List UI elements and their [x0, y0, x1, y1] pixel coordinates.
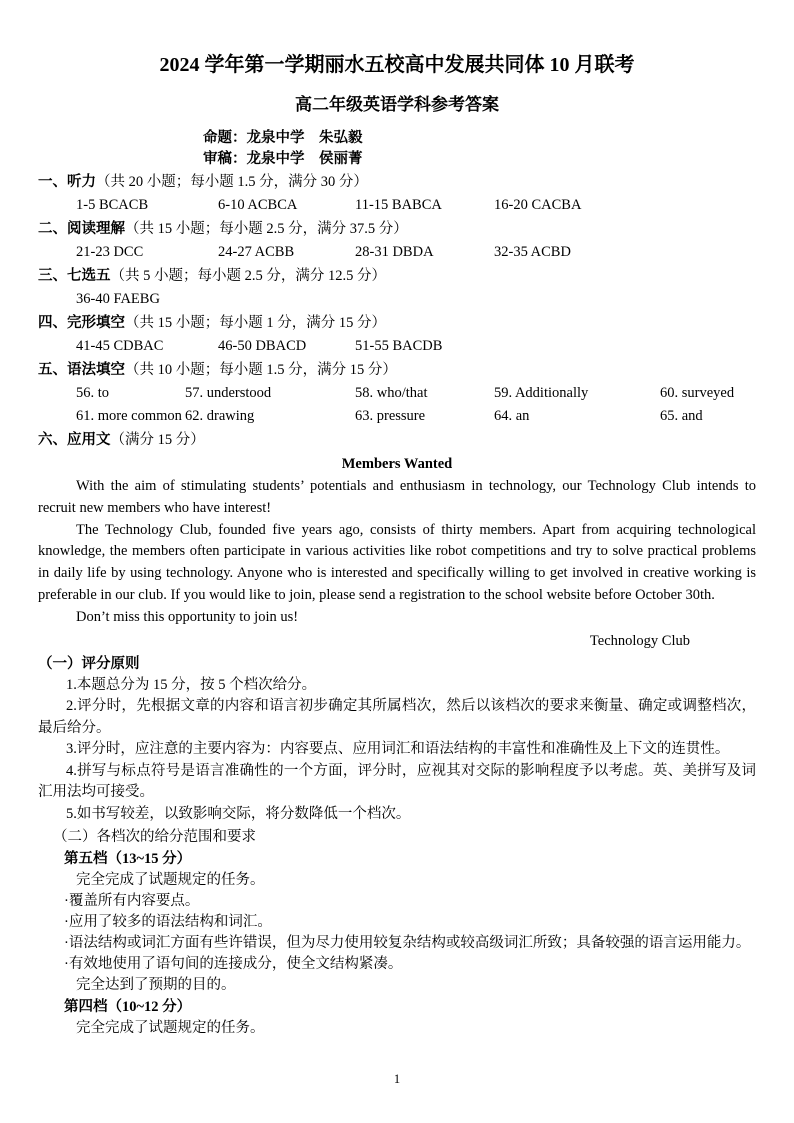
- band-title: 第四档（10~12 分）: [64, 999, 192, 1016]
- essay-paragraph: With the aim of stimulating students’ potentials and enthusiasm in technology, our Technology Club intends to recruit new members who have interest!: [38, 478, 756, 516]
- answer-cell: 32-35 ACBD: [494, 244, 571, 260]
- reviewer-line: 审稿：龙泉中学 侯丽菁: [203, 151, 363, 167]
- section-meta: （共 5 小题；每小题 2.5 分，满分 12.5 分）: [110, 268, 386, 284]
- band-line: ·应用了较多的语法结构和词汇。: [64, 914, 272, 931]
- answer-cell: 51-55 BACDB: [355, 338, 443, 354]
- section-meta: （共 10 小题；每小题 1.5 分，满分 15 分）: [125, 362, 397, 378]
- scoring-heading-1: （一）评分原则: [38, 655, 140, 672]
- answer-cell: 59. Additionally: [494, 385, 589, 401]
- section-listening: [38, 171, 756, 217]
- answer-row: [38, 382, 756, 405]
- answer-row: [38, 335, 756, 358]
- band-line: 完全完成了试题规定的任务。: [76, 1020, 265, 1037]
- doc-subtitle: 高二年级英语学科参考答案: [295, 95, 499, 114]
- band-line: 完全达到了预期的目的。: [76, 977, 236, 994]
- section-heading: [38, 312, 756, 335]
- section-meta: （共 20 小题；每小题 1.5 分，满分 30 分）: [96, 174, 368, 190]
- answer-row: [38, 405, 756, 428]
- answer-cell: 6-10 ACBCA: [218, 197, 298, 213]
- answer-cell: 11-15 BABCA: [355, 197, 442, 213]
- section-heading: [38, 359, 756, 382]
- scoring-principle: 1.本题总分为 15 分，按 5 个档次给分。: [66, 676, 317, 693]
- section-grammar: [38, 359, 756, 428]
- section-meta: （共 15 小题；每小题 1 分，满分 15 分）: [125, 315, 386, 331]
- answer-row: [38, 194, 756, 217]
- section-heading: [38, 429, 756, 452]
- answer-cell: 1-5 BCACB: [76, 197, 149, 213]
- scoring-principle: 2.评分时，先根据文章的内容和语言初步确定其所属档次，然后以该档次的要求来衡量、确定或调整档次，最后给分。: [38, 698, 756, 736]
- scoring-principle: 4.拼写与标点符号是语言准确性的一个方面，评分时，应视其对交际的影响程度予以考虑。英、美拼写及词汇用法均可接受。: [38, 762, 756, 801]
- section-title: 三、七选五: [38, 268, 111, 284]
- section-reading: [38, 218, 756, 264]
- band-title: 第五档（13~15 分）: [64, 851, 192, 868]
- answer-cell: 46-50 DBACD: [218, 338, 307, 354]
- essay-title: Members Wanted: [341, 456, 453, 472]
- section-heading: [38, 218, 756, 241]
- section-heading: [38, 265, 756, 288]
- section-heading: [38, 171, 756, 194]
- answer-cell: 16-20 CACBA: [494, 197, 582, 213]
- answer-cell: 57. understood: [185, 385, 272, 401]
- score-band-4: [38, 996, 756, 1039]
- essay-paragraph: Don’t miss this opportunity to join us!: [76, 608, 299, 625]
- section-title: 五、语法填空: [38, 362, 125, 378]
- section-title: 一、听力: [38, 174, 96, 190]
- section-title: 二、阅读理解: [38, 221, 125, 237]
- answer-cell: 58. who/that: [355, 385, 428, 401]
- essay-paragraph: The Technology Club, founded five years ago, consists of thirty members. Apart from acquiring technological knowledge, the members often participate in various activities like robot competitions and try to solve practical problems in daily life by using technology. Anyone who is interested and specifically willing to get involved in creative working is preferable in our club. If you would like to join, please send a registration to the school website before October 30th.: [38, 521, 756, 603]
- section-cloze: [38, 312, 756, 358]
- section-title: 六、应用文: [38, 432, 111, 448]
- answer-row: [38, 241, 756, 264]
- section-title: 四、完形填空: [38, 315, 125, 331]
- section-writing: [38, 429, 756, 452]
- answer-cell: 56. to: [76, 385, 110, 401]
- section-meta: （满分 15 分）: [110, 432, 205, 448]
- answer-cell: 41-45 CDBAC: [76, 338, 164, 354]
- band-line: ·有效地使用了语句间的连接成分，使全文结构紧凑。: [64, 956, 403, 973]
- answer-cell: 21-23 DCC: [76, 244, 144, 260]
- section-meta: （共 15 小题；每小题 2.5 分，满分 37.5 分）: [125, 221, 408, 237]
- band-line: ·语法结构或词汇方面有些许错误，但为尽力使用较复杂结构或较高级词汇所致；具备较强的语言运用能力。: [64, 935, 751, 952]
- proposer-line: 命题：龙泉中学 朱弘毅: [203, 130, 363, 146]
- answer-cell: 65. and: [660, 408, 703, 424]
- essay-signature: Technology Club: [589, 632, 690, 649]
- meta-block: [38, 128, 756, 170]
- answer-cell: 36-40 FAEBG: [76, 291, 160, 307]
- answer-cell: 64. an: [494, 408, 530, 424]
- answer-cell: 28-31 DBDA: [355, 244, 434, 260]
- answer-cell: 61. more common: [76, 408, 182, 424]
- answer-cell: 63. pressure: [355, 408, 426, 424]
- score-band-5: [38, 848, 756, 996]
- band-line: ·覆盖所有内容要点。: [64, 893, 200, 910]
- answer-row: [38, 288, 756, 311]
- doc-title: 2024 学年第一学期丽水五校高中发展共同体 10 月联考: [159, 54, 635, 76]
- answer-cell: 60. surveyed: [660, 385, 735, 401]
- scoring-principle: 3.评分时，应注意的主要内容为：内容要点、应用词汇和语法结构的丰富性和准确性及上下文的连贯性。: [66, 741, 730, 758]
- band-line: 完全完成了试题规定的任务。: [76, 872, 265, 889]
- answer-cell: 62. drawing: [185, 408, 255, 424]
- scoring-principle: 5.如书写较差，以致影响交际，将分数降低一个档次。: [66, 805, 411, 822]
- page-number: 1: [393, 1072, 401, 1086]
- section-seven-choose-five: [38, 265, 756, 311]
- answer-cell: 24-27 ACBB: [218, 244, 295, 260]
- scoring-heading-2: （二）各档次的给分范围和要求: [53, 829, 256, 846]
